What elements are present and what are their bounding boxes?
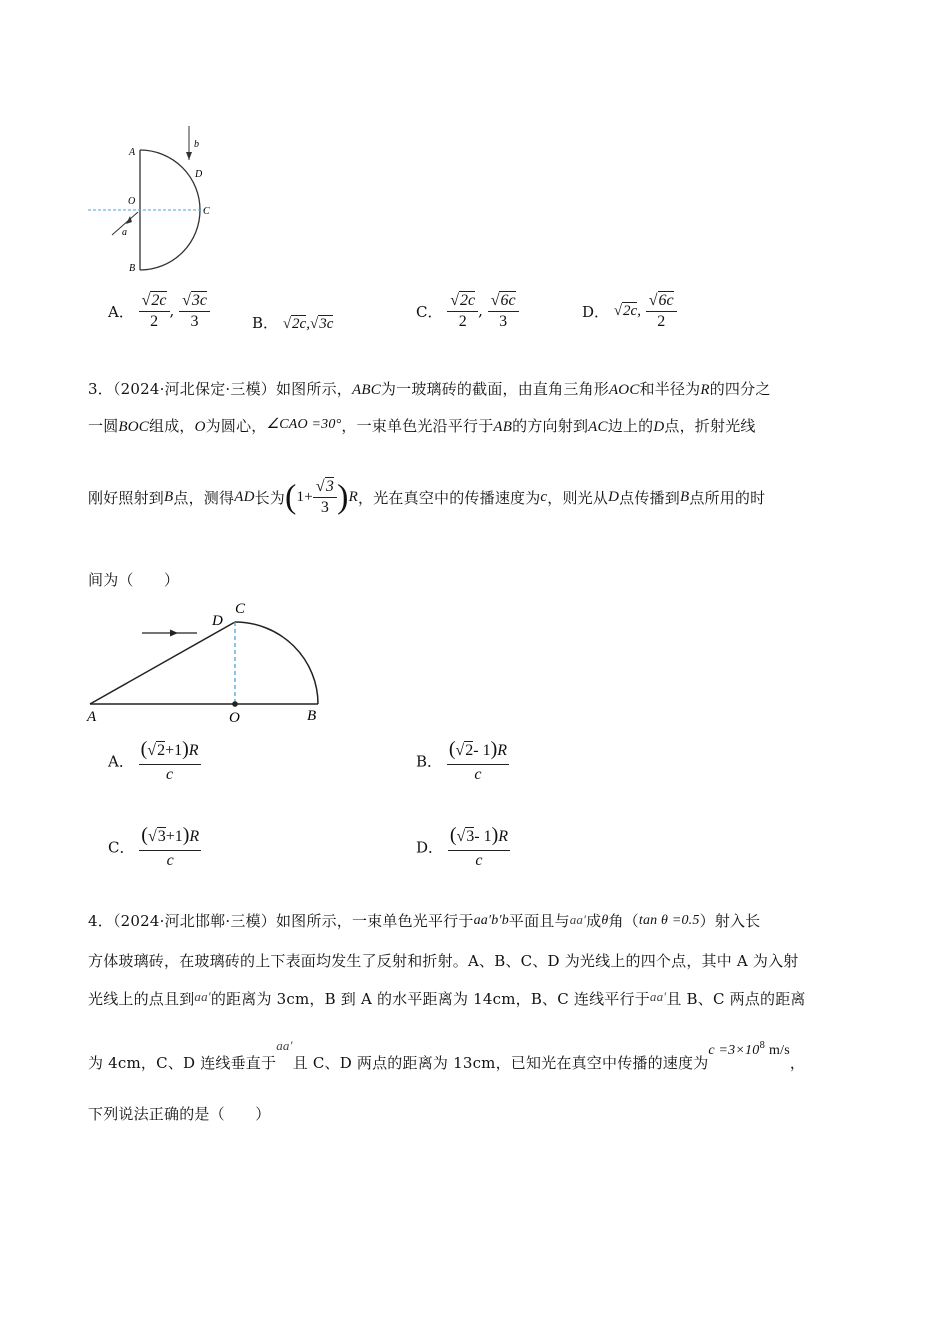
label-C: C	[203, 206, 210, 217]
q4-line-4: 为 4cm，C、D 连线垂直于aa′且 C、D 两点的距离为 13cm，已知光在真空中传播的速度为$c =3\times 10^8$ m/s，	[88, 1038, 806, 1072]
figure-semicircle	[80, 120, 230, 280]
fraction: $\frac{√2c}{2}$	[139, 292, 170, 331]
fraction: $\frac{√2c}{2}$	[447, 292, 478, 331]
label-B: B	[307, 708, 317, 724]
fraction: $\frac{(√2+1)R}{c}$	[140, 738, 199, 783]
q4-line-1: 4．（2024·河北邯郸·三模）如图所示，一束单色光平行于aa′b′b平面且与aa′成θ角（tan θ =0.5）射入长	[88, 912, 761, 930]
option-label: D．	[582, 303, 610, 321]
label-A: A	[87, 709, 97, 725]
fraction: $\frac{√6c}{2}$	[646, 292, 677, 331]
q3-line-3: 刚好照射到B点，测得AD长为(1+ $\frac{√3}{3}$ )R，光在真空中的传播速度为c，则光从D点传播到B点所用的时	[88, 478, 766, 516]
q3-option-D[interactable]: D． $\frac{(√3- 1)R}{c}$	[416, 824, 509, 869]
fraction: $\frac{(√3+1)R}{c}$	[141, 824, 200, 869]
label-O: O	[229, 710, 240, 726]
label-D: D	[195, 169, 203, 180]
label-A: A	[129, 147, 136, 158]
q3-option-A[interactable]: A． $\frac{(√2+1)R}{c}$	[108, 738, 199, 783]
label-C: C	[235, 601, 246, 617]
fraction: $\frac{√3c}{3}$	[179, 292, 210, 331]
q2-option-C[interactable]: C． $\frac{√2c}{2}$ , $\frac{√6c}{3}$	[416, 292, 519, 331]
label-D: D	[212, 613, 223, 629]
q2-option-A[interactable]: A． $\frac{√2c}{2}$ , $\frac{√3c}{3}$	[108, 292, 210, 331]
fraction: $\frac{(√3- 1)R}{c}$	[449, 824, 509, 869]
q3-option-B[interactable]: B． $\frac{(√2- 1)R}{c}$	[416, 738, 508, 783]
label-B: B	[129, 263, 136, 274]
q3-line-2: 一圆BOC组成，O为圆心，∠CAO =30°，一束单色光沿平行于AB的方向射到AC边上的D点，折射光线	[88, 417, 756, 435]
label-b: b	[194, 139, 199, 150]
q3-line-1: 3．（2024·河北保定·三模）如图所示，ABC为一玻璃砖的截面，由直角三角形AOC和半径为R的四分之	[88, 380, 771, 398]
q3-option-C[interactable]: C． $\frac{(√3+1)R}{c}$	[108, 824, 200, 869]
label-O: O	[128, 196, 136, 207]
q2-option-D[interactable]: D． √2c, $\frac{√6c}{2}$	[582, 292, 677, 331]
option-label: C．	[416, 303, 443, 321]
q4-line-3: 光线上的点且到aa′的距离为 3cm，B 到 A 的水平距离为 14cm，B、C 连线平行于aa′且 B、C 两点的距离	[88, 989, 806, 1008]
option-label: B．	[252, 314, 279, 332]
q4-line-2: 方体玻璃砖，在玻璃砖的上下表面均发生了反射和折射。A、B、C、D 为光线上的四个点，其中 A 为入射	[88, 952, 799, 970]
q4-line-5: 下列说法正确的是（ ）	[88, 1105, 271, 1123]
q2-option-B[interactable]: B． √2c,√3c	[252, 314, 334, 332]
option-label: A．	[108, 303, 134, 321]
fraction: $\frac{√6c}{3}$	[488, 292, 519, 331]
q3-line-4: 间为（ ）	[88, 571, 180, 589]
figure-triangle-quarter-circle	[82, 596, 332, 726]
fraction: $\frac{√3}{3}$	[313, 478, 337, 517]
fraction: $\frac{(√2- 1)R}{c}$	[448, 738, 508, 783]
label-a: a	[122, 227, 127, 238]
